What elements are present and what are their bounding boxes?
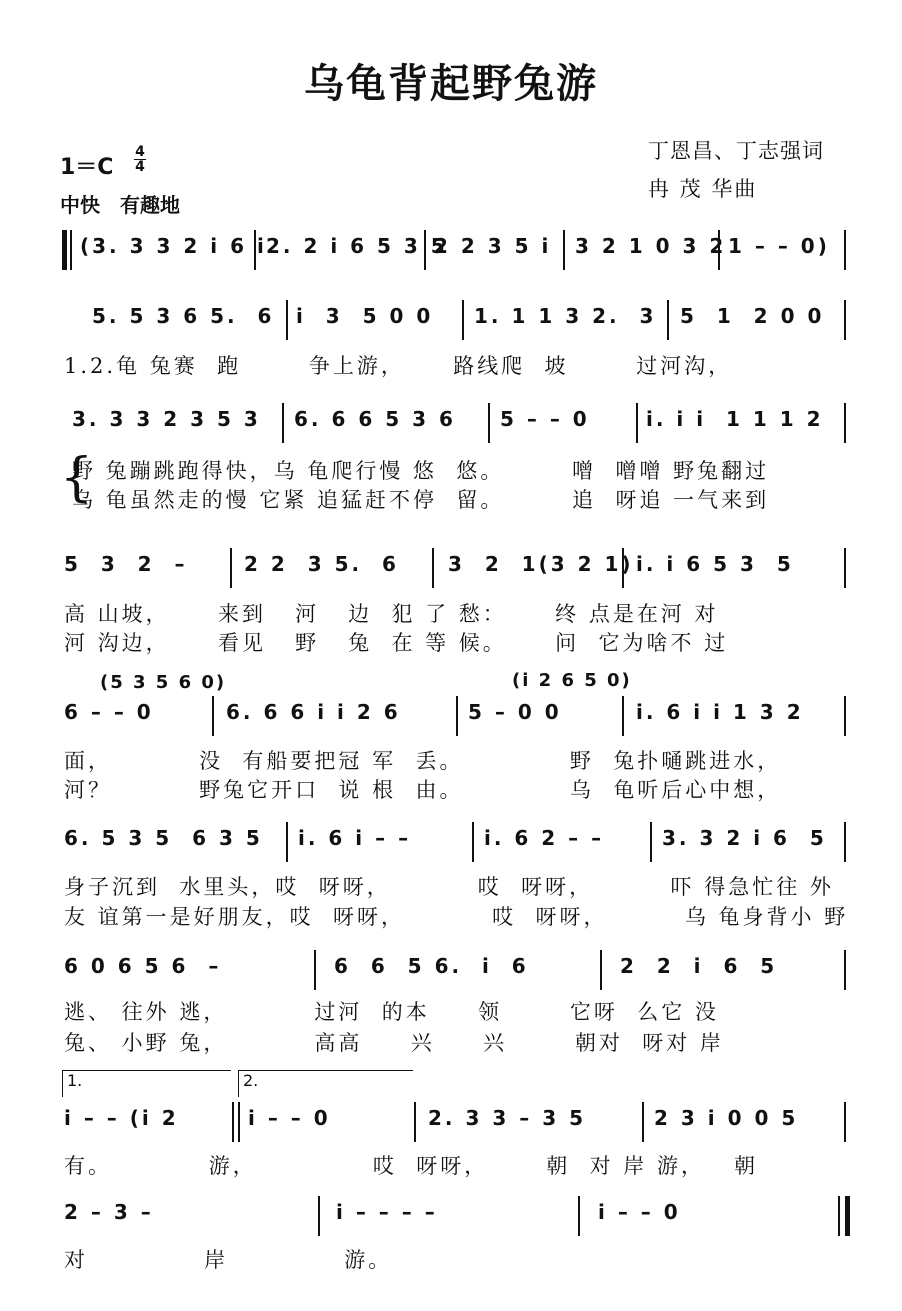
first-ending-bracket: 1. (62, 1070, 231, 1097)
measure: i. 6 i – – (298, 826, 412, 850)
final-barline (845, 1196, 850, 1236)
time-signature (134, 145, 146, 174)
barline (254, 230, 256, 270)
barline (844, 950, 846, 990)
measure: 5. 5 3 6 5. 6 (92, 304, 275, 328)
measure: 2 3 i 0 0 5 (654, 1106, 799, 1130)
measure: i 3 5 0 0 (296, 304, 434, 328)
staff-row-8 (0, 1102, 902, 1142)
time-signature-bottom: 4 (135, 159, 145, 175)
staff-row-9 (0, 1196, 902, 1236)
barline (314, 950, 316, 990)
measure: 3. 3 3 2 3 5 3 (72, 407, 261, 431)
measure: 2. 2 i 6 5 3 5 (266, 234, 448, 258)
barline (844, 230, 846, 270)
measure: 5 – 0 0 (468, 700, 562, 724)
staff-row-4 (0, 548, 902, 588)
barline (432, 548, 434, 588)
annotation: (5 3 5 6 0) (100, 672, 227, 693)
lyric-line: 高 山坡， 来到 河 边 犯 了 愁： 终 点是在河 对 (64, 602, 719, 626)
barline (282, 403, 284, 443)
measure: 6 6 5 6. i 6 (334, 954, 529, 978)
measure: 3 2 1(3 2 1) (448, 552, 634, 576)
measure: 6. 6 6 i i 2 6 (226, 700, 401, 724)
barline (600, 950, 602, 990)
lyric-line: 1.2.龟 兔赛 跑 争上游， 路线爬 坡 过河沟， (64, 354, 733, 378)
measure: 2 2 3 5 i (434, 234, 552, 258)
measure: i. i i 1 1 1 2 (646, 407, 824, 431)
barline (563, 230, 565, 270)
measure: 2 2 3 5. 6 (244, 552, 399, 576)
composer-credit: 冉 茂 华曲 (648, 177, 758, 201)
second-ending-bracket: 2. (238, 1070, 413, 1097)
barline (622, 548, 624, 588)
measure: i. 6 2 – – (484, 826, 605, 850)
barline (844, 696, 846, 736)
barline (286, 300, 288, 340)
barline (212, 696, 214, 736)
measure: 6 – – 0 (64, 700, 154, 724)
barline (844, 548, 846, 588)
lyric-line: 有。 游， 哎 呀呀， 朝 对 岸 游， 朝 (64, 1154, 758, 1178)
measure: 6. 5 3 5 6 3 5 (64, 826, 263, 850)
barline (844, 1102, 846, 1142)
staff-row-3 (0, 403, 902, 443)
barline (650, 822, 652, 862)
barline (472, 822, 474, 862)
measure: 3. 3 2 i 6 5 (662, 826, 827, 850)
barline (424, 230, 426, 270)
barline (642, 1102, 644, 1142)
barline (70, 230, 72, 270)
barline (844, 822, 846, 862)
measure: 6. 6 6 5 3 6 (294, 407, 456, 431)
measure: i. 6 i i 1 3 2 (636, 700, 804, 724)
measure: 2 2 i 6 5 (620, 954, 778, 978)
barline (462, 300, 464, 340)
measure: i – – 0 (248, 1106, 331, 1130)
barline (838, 1196, 840, 1236)
measure: 1 – – 0) (728, 234, 830, 258)
measure: 3 2 1 0 3 2 (575, 234, 727, 258)
lyric-line: 友 谊第一是好朋友，哎 呀呀， 哎 呀呀， 乌 龟身背小 野 (64, 905, 849, 929)
barline (844, 300, 846, 340)
song-title: 乌龟背起野兔游 (304, 60, 598, 107)
measure: 2 – 3 – (64, 1200, 154, 1224)
barline (622, 696, 624, 736)
lyric-line: 身子沉到 水里头，哎 呀呀， 哎 呀呀， 吓 得急忙往 外 (64, 875, 834, 899)
measure: 1. 1 1 3 2. 3 (474, 304, 657, 328)
measure: 5 3 2 – (64, 552, 188, 576)
measure: (3. 3 3 2 i 6 i (80, 234, 267, 258)
measure: i – – (i 2 (64, 1106, 179, 1130)
barline (578, 1196, 580, 1236)
time-signature-top: 4 (135, 144, 145, 160)
measure: 5 1 2 0 0 (680, 304, 825, 328)
repeat-start-barline (62, 230, 67, 270)
staff-row-6 (0, 822, 902, 862)
measure: 2. 3 3 – 3 5 (428, 1106, 586, 1130)
verse-brace: { (60, 448, 94, 508)
staff-row-7 (0, 950, 902, 990)
barline (230, 548, 232, 588)
lyric-line: 河 沟边， 看见 野 兔 在 等 候。 问 它为啥不 过 (64, 631, 729, 655)
lyric-line: 兔、 小野 兔， 高高 兴 兴 朝对 呀对 岸 (64, 1031, 724, 1055)
measure: 5 – – 0 (500, 407, 590, 431)
barline (718, 230, 720, 270)
measure: i – – 0 (598, 1200, 681, 1224)
lyric-line: 对 岸 游。 (64, 1248, 393, 1272)
barline (488, 403, 490, 443)
lyricist-credit: 丁恩昌、丁志强词 (648, 139, 824, 163)
measure: i – – – – (336, 1200, 438, 1224)
barline (414, 1102, 416, 1142)
lyric-line: 面， 没 有船要把冠 军 丢。 野 兔扑嗵跳进水， (64, 749, 782, 773)
annotation: (i 2 6 5 0) (512, 670, 632, 691)
key-signature: 1＝C (60, 155, 114, 180)
lyric-line: 乌 龟虽然走的慢 它紧 追猛赶不停 留。 追 呀追 一气来到 (72, 488, 770, 512)
barline (286, 822, 288, 862)
lyric-line: 逃、 往外 逃， 过河 的本 领 它呀 么它 没 (64, 1000, 719, 1024)
lyric-line: 河？ 野兔它开口 说 根 由。 乌 龟听后心中想， (64, 778, 782, 802)
barline (456, 696, 458, 736)
repeat-end-barline (232, 1102, 234, 1142)
barline (844, 403, 846, 443)
measure: 6 0 6 5 6 – (64, 954, 222, 978)
lyric-line: 野 兔蹦跳跑得快，乌 龟爬行慢 悠 悠。 噌 噌噌 野兔翻过 (72, 459, 770, 483)
staff-row-1 (0, 230, 902, 270)
barline (318, 1196, 320, 1236)
measure: i. i 6 5 3 5 (636, 552, 794, 576)
barline (667, 300, 669, 340)
barline (238, 1102, 240, 1142)
barline (636, 403, 638, 443)
tempo-marking: 中快 有趣地 (60, 193, 180, 217)
staff-row-5 (0, 696, 902, 736)
staff-row-2 (0, 300, 902, 340)
